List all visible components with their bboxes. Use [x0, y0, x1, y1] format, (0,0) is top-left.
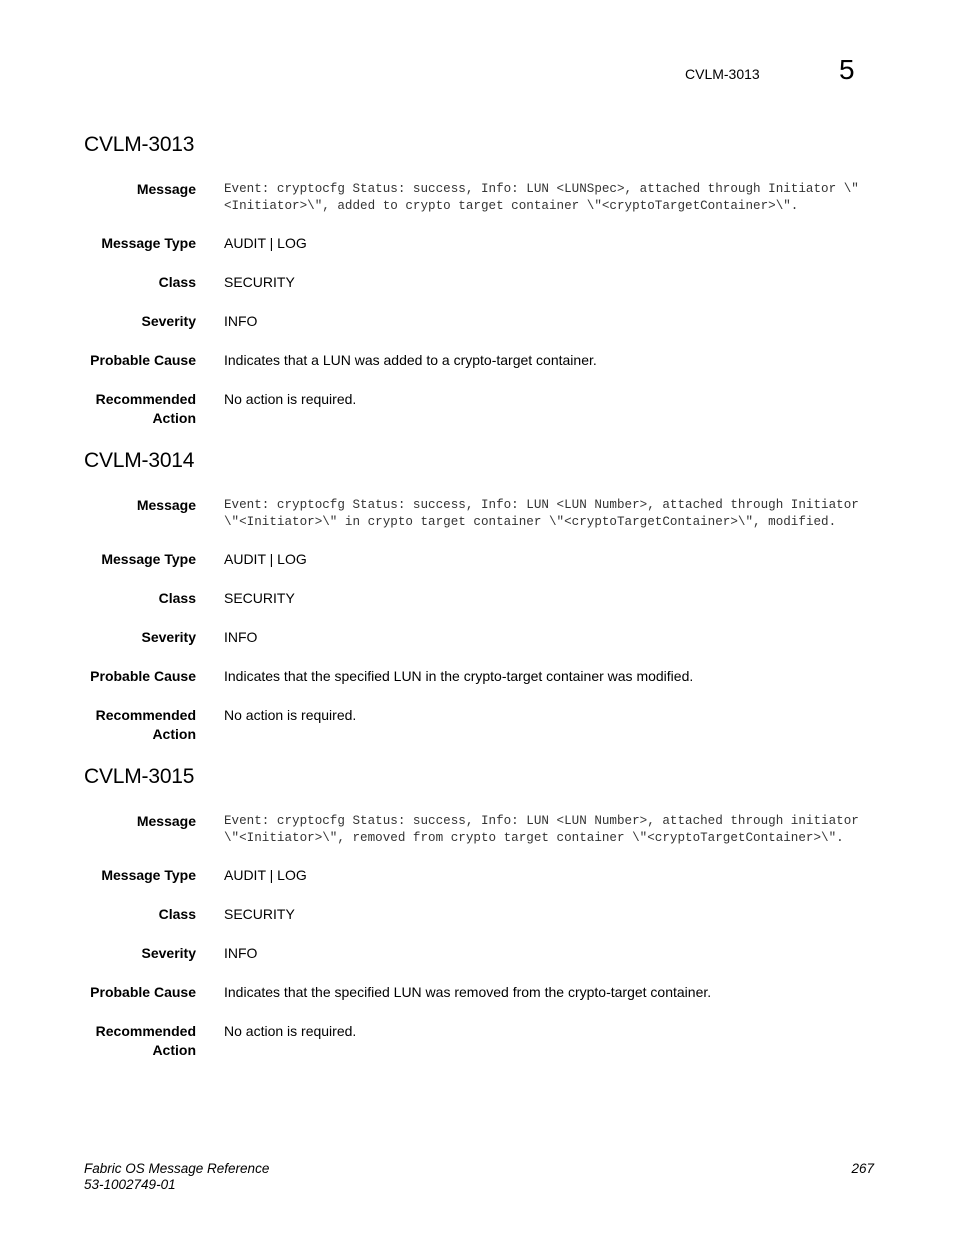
severity-row — [84, 628, 884, 647]
severity-value: INFO — [224, 629, 258, 645]
message-type-row — [84, 866, 884, 885]
severity-value: INFO — [224, 945, 258, 961]
message-type-row — [84, 550, 884, 569]
field-label: Severity — [141, 945, 196, 961]
field-label: Message — [136, 497, 196, 513]
message-entry-cvlm-3015 — [84, 764, 884, 1060]
message-text: Event: cryptocfg Status: success, Info: LUN <LUNSpec>, attached through Initiator \"<Initiator>\", added to crypto target container \"<cryptoTargetContainer>\". — [224, 182, 859, 213]
running-header — [0, 54, 954, 88]
message-text: Event: cryptocfg Status: success, Info: LUN <LUN Number>, attached through initiator \"<Initiator>\", removed from crypto target container \"<cryptoTargetContainer>\". — [224, 814, 859, 845]
probable-cause-value: Indicates that the specified LUN in the crypto-target container was modified. — [224, 668, 694, 684]
field-label: Class — [158, 274, 196, 290]
recommended-action-row — [84, 390, 884, 428]
recommended-action-value: No action is required. — [224, 1023, 357, 1039]
probable-cause-row — [84, 351, 884, 370]
severity-row — [84, 312, 884, 331]
field-label: Recommended Action — [95, 391, 196, 426]
severity-value: INFO — [224, 313, 258, 329]
class-value: SECURITY — [224, 590, 295, 606]
class-row — [84, 905, 884, 924]
field-label: Probable Cause — [90, 352, 196, 368]
field-label: Message — [136, 813, 196, 829]
message-entry-cvlm-3013 — [84, 132, 884, 428]
message-type-value: AUDIT | LOG — [224, 235, 307, 251]
field-label: Recommended Action — [95, 1023, 196, 1058]
field-label: Class — [158, 590, 196, 606]
severity-row — [84, 944, 884, 963]
message-row — [84, 496, 884, 530]
recommended-action-row — [84, 706, 884, 744]
message-type-value: AUDIT | LOG — [224, 867, 307, 883]
field-label: Severity — [141, 629, 196, 645]
section-title: CVLM-3014 — [84, 449, 195, 472]
message-type-value: AUDIT | LOG — [224, 551, 307, 567]
recommended-action-row — [84, 1022, 884, 1060]
field-label: Message — [136, 181, 196, 197]
class-value: SECURITY — [224, 906, 295, 922]
running-title: CVLM-3013 — [685, 66, 760, 82]
book-title: Fabric OS Message Reference — [84, 1161, 270, 1176]
field-label: Probable Cause — [90, 668, 196, 684]
message-row — [84, 812, 884, 846]
class-row — [84, 273, 884, 292]
chapter-number: 5 — [839, 54, 855, 85]
message-row — [84, 180, 884, 214]
probable-cause-value: Indicates that the specified LUN was removed from the crypto-target container. — [224, 984, 712, 1000]
section-title: CVLM-3013 — [84, 133, 195, 156]
section-title: CVLM-3015 — [84, 765, 195, 788]
footer-left — [84, 1161, 874, 1193]
field-label: Probable Cause — [90, 984, 196, 1000]
message-entry-cvlm-3014 — [84, 448, 884, 744]
field-label: Recommended Action — [95, 707, 196, 742]
probable-cause-value: Indicates that a LUN was added to a crypto-target container. — [224, 352, 597, 368]
page-content — [84, 132, 884, 1080]
field-label: Message Type — [101, 235, 196, 251]
recommended-action-value: No action is required. — [224, 707, 357, 723]
recommended-action-value: No action is required. — [224, 391, 357, 407]
probable-cause-row — [84, 983, 884, 1002]
field-label: Class — [158, 906, 196, 922]
doc-number: 53-1002749-01 — [84, 1177, 176, 1192]
field-label: Message Type — [101, 551, 196, 567]
field-label: Message Type — [101, 867, 196, 883]
class-row — [84, 589, 884, 608]
message-text: Event: cryptocfg Status: success, Info: LUN <LUN Number>, attached through Initiator \"<Initiator>\" in crypto target container \"<cryptoTargetContainer>\", modified. — [224, 498, 859, 529]
message-type-row — [84, 234, 884, 253]
field-label: Severity — [141, 313, 196, 329]
class-value: SECURITY — [224, 274, 295, 290]
page-footer — [84, 1161, 874, 1193]
probable-cause-row — [84, 667, 884, 686]
page-number: 267 — [851, 1161, 874, 1176]
